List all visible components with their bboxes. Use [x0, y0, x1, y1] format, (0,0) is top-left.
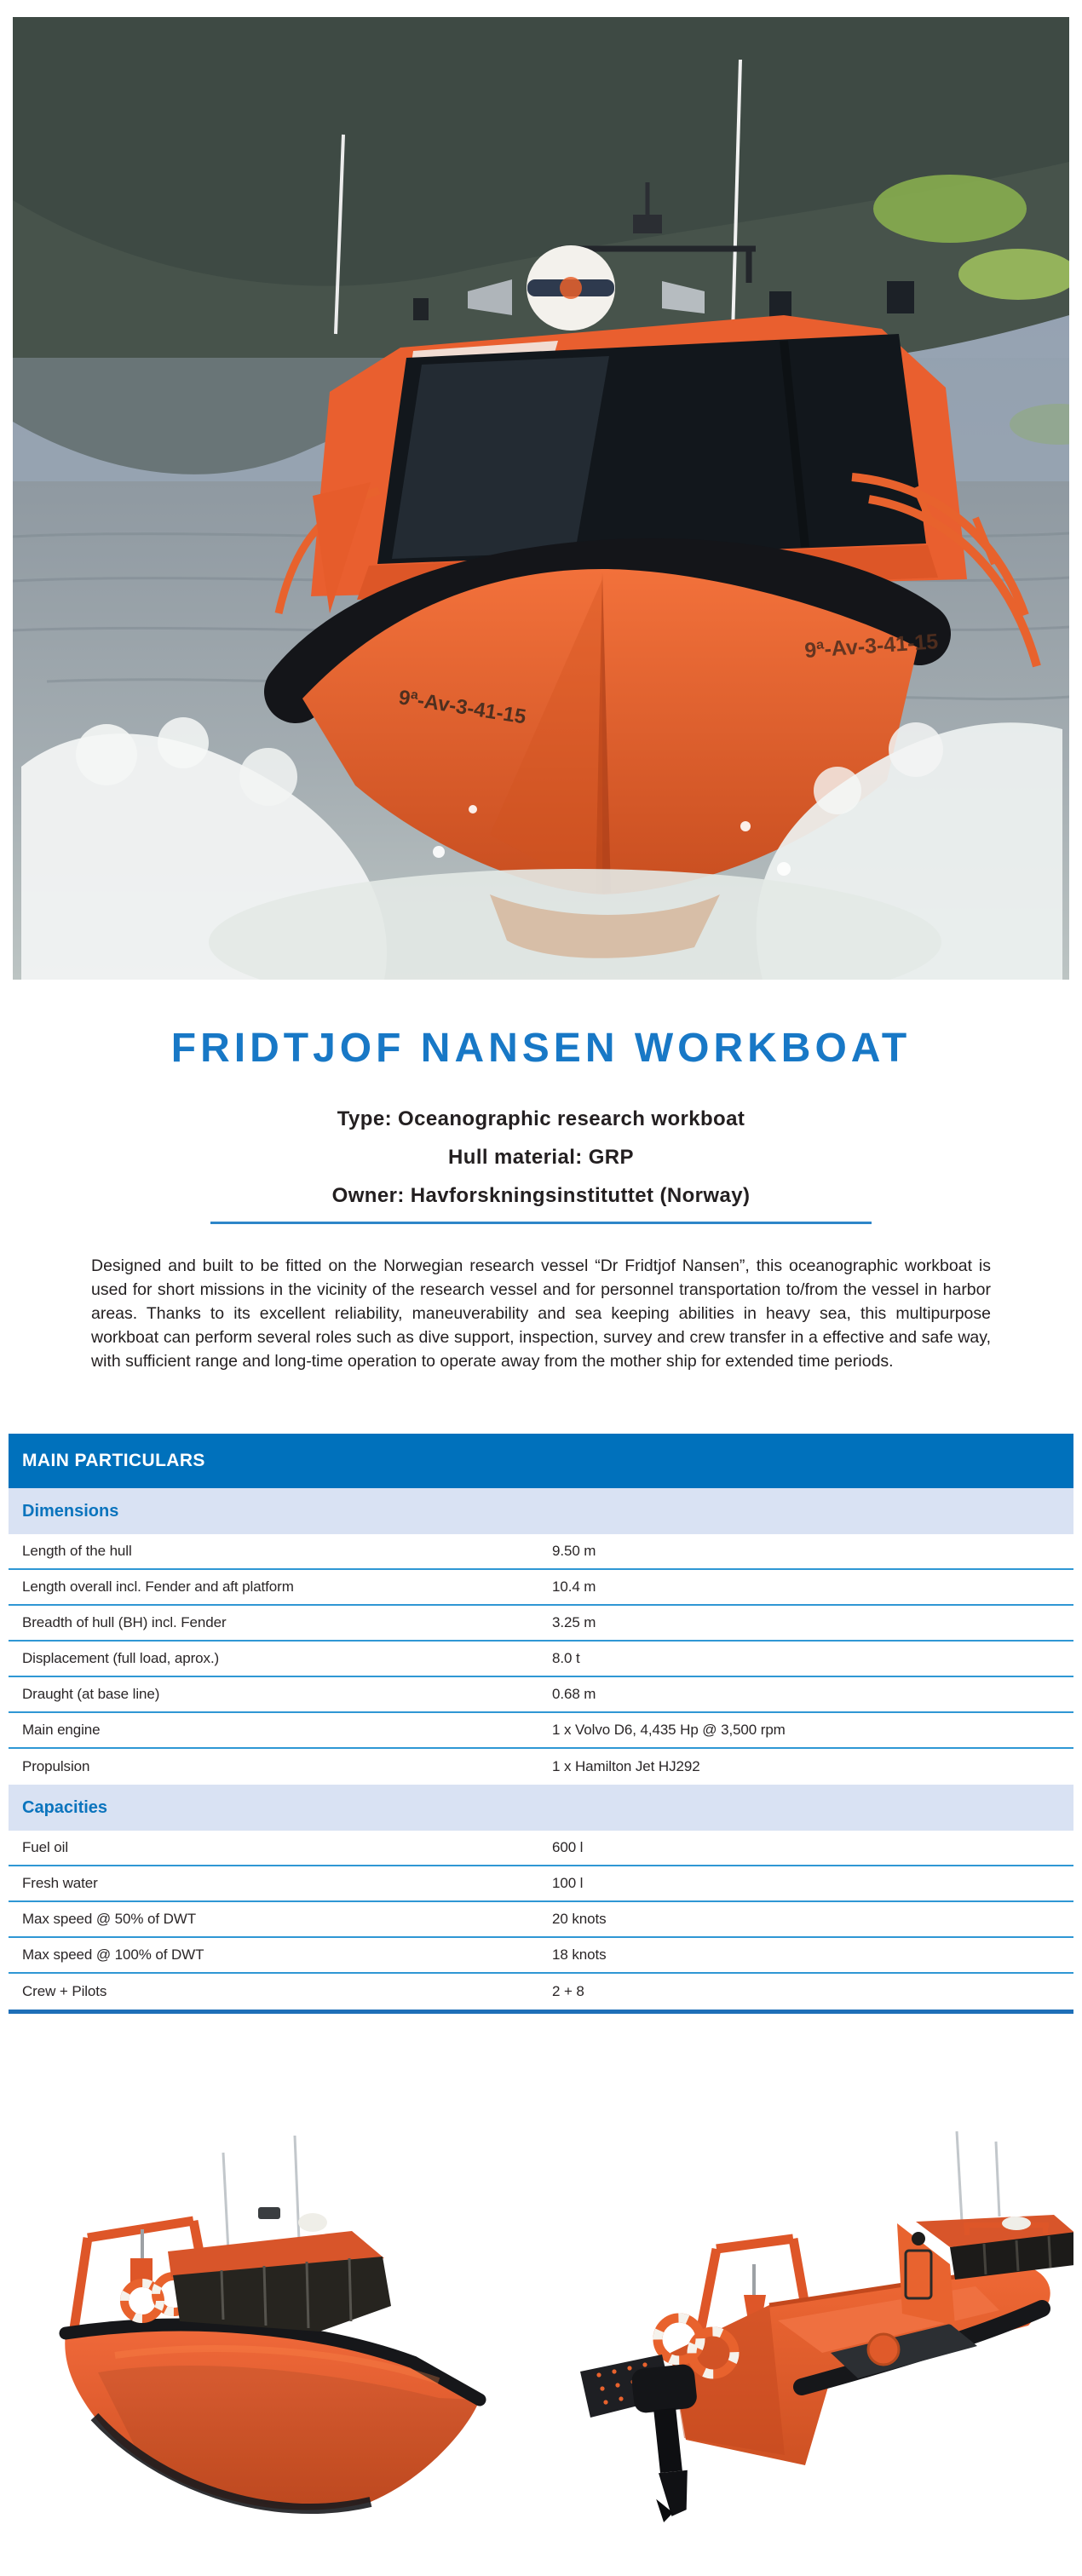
antenna	[223, 2153, 228, 2251]
main-particulars-table	[9, 1434, 1073, 2014]
table-row	[9, 1677, 1073, 1713]
spec-value: 10.4 m	[552, 1578, 596, 1595]
description-paragraph: Designed and built to be fitted on the Norwegian research vessel “Dr Fridtjof Nansen”, this oceanographic workboat is used for short missions in the vicinity of the research vessel and for personnel transportation to/from the vessel in harbor areas. Thanks to its excellent reliability, maneuverability and sea keeping abilities in heavy sea, this multipurpose workboat can perform several roles such as dive support, inspection, survey and crew transfer in a effective and safe way, with sufficient range and long-time operation to operate away from the mother ship for extended time periods.	[91, 1256, 991, 1371]
spec-value: 20 knots	[552, 1911, 607, 1927]
table-row	[9, 1866, 1073, 1902]
radar-dome	[1002, 2217, 1031, 2230]
meta-hull-material: Hull material: GRP	[448, 1146, 634, 1169]
hose-reel	[868, 2334, 899, 2365]
spec-label: Propulsion	[22, 1758, 90, 1774]
antenna	[957, 2131, 962, 2222]
table-header: MAIN PARTICULARS	[9, 1434, 1073, 1488]
spec-value: 1 x Hamilton Jet HJ292	[552, 1758, 700, 1774]
spec-label: Fresh water	[22, 1875, 98, 1891]
table-row	[9, 1534, 1073, 1570]
spec-value: 1 x Volvo D6, 4,435 Hp @ 3,500 rpm	[552, 1722, 786, 1738]
meta-owner: Owner: Havforskningsinstituttet (Norway)	[331, 1184, 751, 1207]
spec-value: 0.68 m	[552, 1686, 596, 1702]
spec-label: Max speed @ 50% of DWT	[22, 1911, 197, 1927]
radar-dome	[298, 2213, 327, 2232]
spec-label: Max speed @ 100% of DWT	[22, 1946, 204, 1963]
section-capacities: Capacities	[9, 1785, 1073, 1831]
hull-registration: 9ª-Av-3-41-15	[803, 630, 940, 663]
spec-value: 3.25 m	[552, 1614, 596, 1630]
render-stern-view	[550, 2097, 1073, 2562]
spec-label: Length of the hull	[22, 1543, 132, 1559]
page-title: FRIDTJOF NANSEN WORKBOAT	[170, 1026, 912, 1071]
spec-label: Crew + Pilots	[22, 1983, 107, 1999]
spec-label: Main engine	[22, 1722, 101, 1738]
hero-photo	[13, 17, 1069, 980]
render-bow-view	[13, 2117, 515, 2560]
spec-label: Breadth of hull (BH) incl. Fender	[22, 1614, 227, 1630]
spec-label: Displacement (full load, aprox.)	[22, 1650, 220, 1666]
spec-label: Length overall incl. Fender and aft platform	[22, 1578, 294, 1595]
radar-dome	[527, 245, 615, 331]
section-dimensions: Dimensions	[9, 1488, 1073, 1534]
table-row	[9, 1938, 1073, 1974]
spec-label: Draught (at base line)	[22, 1686, 160, 1702]
table-row	[9, 1749, 1073, 1785]
antenna	[295, 2136, 299, 2241]
meta-type: Type: Oceanographic research workboat	[337, 1107, 745, 1130]
spec-value: 100 l	[552, 1875, 584, 1891]
spec-label: Fuel oil	[22, 1839, 69, 1855]
table-row	[9, 1606, 1073, 1642]
table-row	[9, 1570, 1073, 1606]
porthole	[912, 2232, 925, 2245]
table-row	[9, 1902, 1073, 1938]
spec-value: 2 + 8	[552, 1983, 584, 1999]
spec-value: 600 l	[552, 1839, 584, 1855]
table-row	[9, 1642, 1073, 1677]
divider-rule	[210, 1222, 872, 1224]
table-row	[9, 1713, 1073, 1749]
antenna	[996, 2142, 999, 2217]
spec-value: 9.50 m	[552, 1543, 596, 1559]
spec-value: 8.0 t	[552, 1650, 580, 1666]
table-row	[9, 1974, 1073, 2010]
spec-value: 18 knots	[552, 1946, 607, 1963]
hull-registration: 9ª-Av-3-41-15	[397, 686, 528, 729]
table-row	[9, 1831, 1073, 1866]
vessel-meta	[0, 1100, 1082, 1215]
